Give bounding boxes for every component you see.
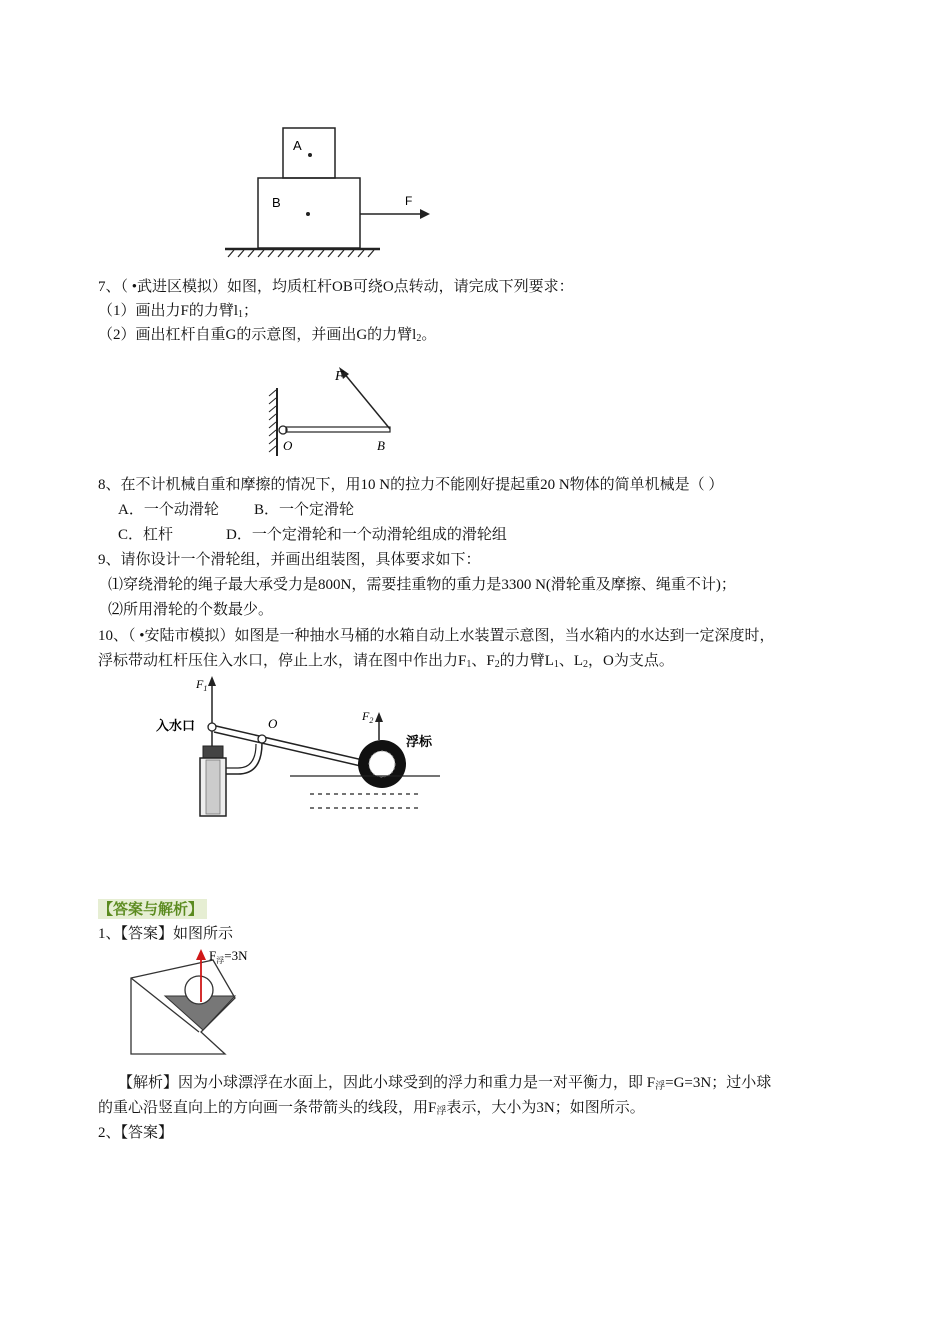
q10-sub-4: 2	[583, 659, 589, 670]
q7-req1-text: （1）画出力F的力臂l	[98, 303, 239, 319]
q8-option-b: B．一个定滑轮	[254, 502, 355, 518]
force-label: F	[405, 194, 413, 208]
label-float: 浮标	[406, 735, 433, 750]
block-a	[283, 128, 335, 178]
force-f1-arrowhead	[208, 676, 216, 686]
lever-upper	[216, 726, 380, 764]
q7-req2-sub: 2	[416, 333, 422, 344]
label-o: O	[283, 438, 293, 453]
q8-option-c: C．杠杆	[118, 527, 174, 543]
q10-line2-d: 、L	[558, 653, 584, 669]
answer-2-title: 2、【答案】	[98, 1125, 174, 1141]
label-b: B	[377, 438, 385, 453]
q8-stem: 8、在不计机械自重和摩擦的情况下，用10 N的拉力不能刚好提起重20 N物体的简单机械是（ ）	[98, 477, 724, 493]
label-f2-sub: 2	[369, 716, 374, 725]
answer-1-explanation-line2	[98, 1098, 645, 1122]
exp2-sub: 浮	[436, 1106, 447, 1117]
label-f: F	[335, 369, 344, 384]
figure-answer-1	[125, 946, 285, 1058]
q7-req1	[98, 301, 258, 325]
wall-hatch	[269, 390, 276, 452]
force-arrowhead	[420, 209, 430, 219]
label-f1	[195, 677, 207, 693]
inlet-cap	[203, 746, 223, 758]
label-f2-f: F	[362, 709, 370, 723]
q7-req1-sub: 1	[238, 309, 244, 320]
q10-stem: 10、（ •安陆市模拟）如图是一种抽水马桶的水箱自动上水装置示意图，当水箱内的水达到一定深度时，	[98, 628, 775, 644]
pivot-bracket-inner	[226, 744, 256, 768]
label-inlet: 入水口	[156, 719, 196, 734]
buoyancy-label-val: =3N	[224, 948, 248, 963]
buoyancy-label-f: F	[209, 948, 217, 963]
q10-line2-a: 浮标带动杠杆压住入水口，停止上水，请在图中作出力F	[98, 653, 467, 669]
pivot-o-circle	[258, 735, 266, 743]
figure-float-valve	[150, 672, 450, 824]
block-b-label: B	[272, 195, 281, 210]
exp1-b: =G=3N；过小球	[665, 1075, 772, 1091]
figure-blocks	[220, 120, 460, 260]
q8-option-d: D．一个定滑轮和一个动滑轮组成的滑轮组	[226, 527, 507, 543]
q7-req2	[98, 325, 436, 349]
answers-header: 【答案与解析】	[98, 899, 207, 919]
q10-sub-1: 1	[466, 659, 472, 670]
exp2-a: 的重心沿竖直向上的方向画一条带箭头的线段，用F	[98, 1100, 437, 1116]
exp1-a: 【解析】因为小球漂浮在水面上，因此小球受到的浮力和重力是一对平衡力，即 F	[118, 1075, 656, 1091]
q7-req2-end: 。	[421, 327, 437, 343]
q8-option-a: A．一个动滑轮	[118, 502, 219, 518]
block-a-center	[308, 153, 312, 157]
ground-hatch	[228, 250, 374, 257]
lever-lower	[214, 732, 378, 770]
exp2-b: 表示，大小为3N；如图所示。	[446, 1100, 645, 1116]
buoyancy-arrowhead	[196, 949, 206, 960]
answer-1-explanation-line1	[118, 1073, 771, 1097]
float-ball-highlight	[369, 751, 395, 777]
q9-stem: 9、请你设计一个滑轮组，并画出组装图，具体要求如下：	[98, 552, 481, 568]
figure-lever-ob	[255, 358, 405, 458]
force-f2-arrowhead	[375, 712, 383, 722]
exp1-sub: 浮	[655, 1081, 666, 1092]
buoyancy-label-sub: 浮	[216, 956, 225, 965]
force-f-line	[343, 372, 390, 429]
q10-sub-3: 1	[553, 659, 559, 670]
pivot-bracket	[226, 743, 262, 774]
q10-sub-2: 2	[494, 659, 500, 670]
q9-req2: ⑵所用滑轮的个数最少。	[108, 602, 274, 618]
buoyancy-label	[209, 948, 248, 965]
q7-req1-end: ；	[243, 303, 259, 319]
floating-ball	[185, 976, 213, 1004]
q10-line2-e: ，O为支点。	[588, 653, 674, 669]
label-o: O	[268, 716, 278, 731]
label-f2	[361, 709, 373, 725]
answer-1-title: 1、【答案】如图所示	[98, 926, 234, 942]
inlet-pipe-inner	[206, 760, 220, 814]
q10-line2-c: 的力臂L	[499, 653, 554, 669]
q7-req2-text: （2）画出杠杆自重G的示意图，并画出G的力臂l	[98, 327, 417, 343]
q10-line2-b: 、F	[471, 653, 495, 669]
q7-stem: 7、（ •武进区模拟）如图，均质杠杆OB可绕O点转动，请完成下列要求：	[98, 279, 574, 295]
block-a-label: A	[293, 138, 302, 153]
label-f1-sub: 1	[203, 684, 208, 693]
q9-req1: ⑴穿绕滑轮的绳子最大承受力是800N，需要挂重物的重力是3300 N(滑轮重及摩擦、绳重不计)；	[108, 577, 736, 593]
lever-end-joint	[208, 723, 216, 731]
lever-bar	[286, 427, 390, 432]
block-b-center	[306, 212, 310, 216]
label-f1-f: F	[196, 677, 204, 691]
